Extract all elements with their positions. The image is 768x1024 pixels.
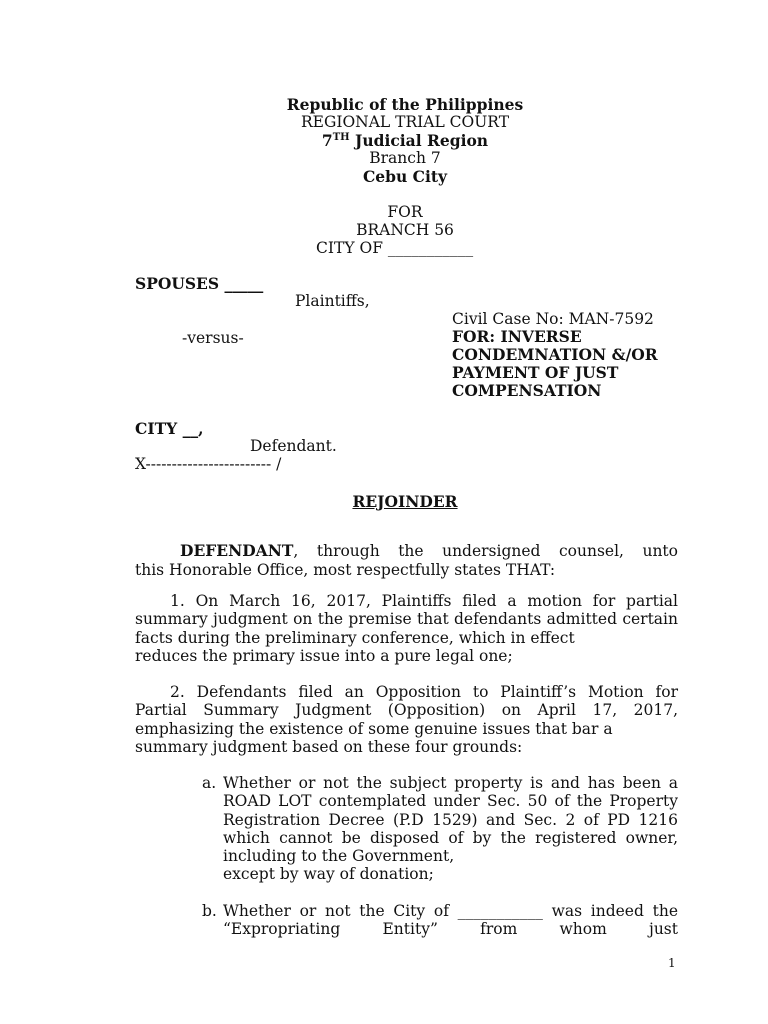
paragraph-text: reduces the primary issue into a pure legal one;: [135, 646, 513, 665]
case-nature-line: COMPENSATION: [452, 381, 602, 400]
list-item-text: except by way of donation;: [223, 865, 434, 884]
versus-label: -versus-: [182, 329, 244, 347]
defendant-name: CITY __,: [135, 419, 204, 438]
header-for: FOR: [387, 203, 423, 221]
list-item-label: b.: [202, 902, 217, 920]
header-city-of: CITY OF ___________: [316, 239, 474, 257]
case-nature: [452, 328, 658, 400]
paragraph-text: 1. On March 16, 2017, Plaintiffs filed a motion for partial summary judgment on the premise that defendants admitted certain facts during the preliminary conference, which in effect: [135, 592, 678, 647]
paragraph-2: [135, 683, 678, 756]
defendant-role: Defendant.: [250, 437, 337, 455]
header-branch: Branch 7: [369, 149, 441, 167]
intro-paragraph: [135, 541, 678, 580]
header-branch-56: BRANCH 56: [356, 221, 454, 239]
list-item-text: Whether or not the subject property is and has been a ROAD LOT contemplated under Sec. 50 of the Property Registration Decree (P.D 1529) and Sec. 2 of PD 1216 which cannot be disposed of by the registered owner, including to the Government,: [223, 774, 678, 866]
header-court: REGIONAL TRIAL COURT: [300, 113, 510, 131]
case-nature-line: FOR: INVERSE: [452, 327, 582, 346]
case-number: Civil Case No: MAN-7592: [452, 310, 654, 328]
caption-divider: X------------------------ /: [135, 455, 282, 473]
plaintiff-name: SPOUSES _____: [135, 274, 264, 293]
list-item: [202, 902, 678, 939]
case-nature-line: CONDEMNATION &/OR: [452, 345, 658, 364]
list-item: [202, 774, 678, 884]
plaintiff-role: Plaintiffs,: [295, 292, 370, 310]
header-republic: Republic of the Philippines: [286, 95, 524, 114]
list-item-text: Whether or not the City of ___________ was indeed the “Expropriating Entity” from whom just: [223, 902, 678, 939]
header-judicial-region: 7TH Judicial Region: [321, 131, 489, 150]
paragraph-1: [135, 592, 678, 665]
page-number: 1: [668, 956, 676, 970]
header-city: Cebu City: [362, 167, 448, 186]
document-title: REJOINDER: [352, 492, 458, 511]
paragraph-text: 2. Defendants filed an Opposition to Plaintiff’s Motion for Partial Summary Judgment (Opposition) on April 17, 2017, emphasizing the existence of some genuine issues that bar a: [135, 683, 678, 738]
intro-line: DEFENDANT, through the undersigned counsel, unto: [180, 541, 678, 560]
list-item-label: a.: [202, 774, 217, 792]
case-nature-line: PAYMENT OF JUST: [452, 363, 619, 382]
intro-line: this Honorable Office, most respectfully states THAT:: [135, 561, 556, 579]
paragraph-text: summary judgment based on these four grounds:: [135, 737, 523, 756]
